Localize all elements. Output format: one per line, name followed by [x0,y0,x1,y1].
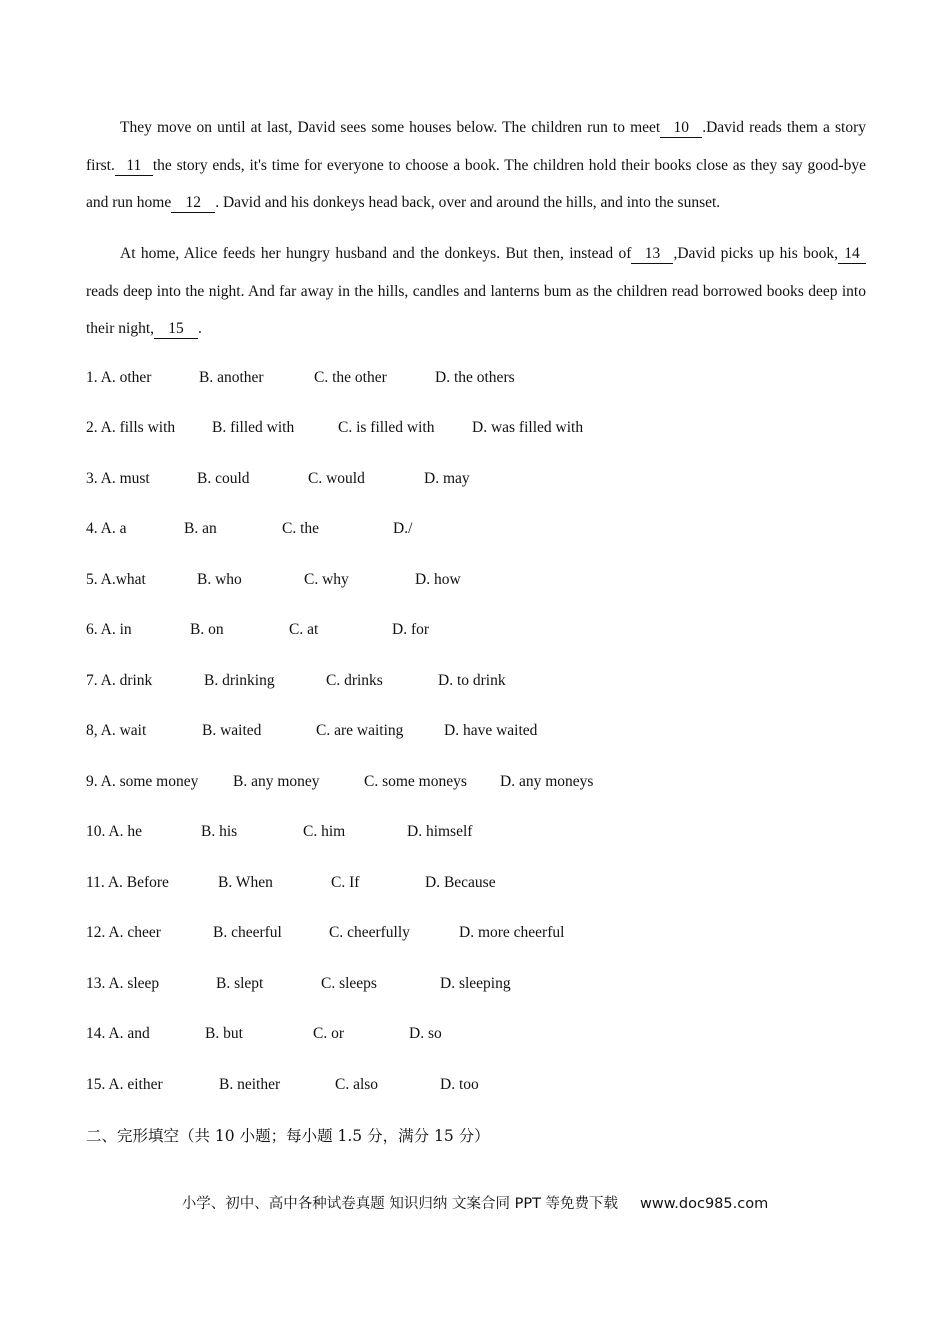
option-b: B. another [199,369,264,386]
passage-text: . David and his donkeys head back, over and around the hills, and into the sunset. [215,194,721,211]
option-a: 8, A. wait [86,722,147,739]
option-c: C. is filled with [338,419,435,436]
option-a: 12. A. cheer [86,924,161,941]
option-b: B. an [184,520,217,537]
option-b: B. When [218,874,273,891]
passage-text: reads deep into the night. And far away in the hills, candles and lanterns bum as the children read borrowed books deep into their night, [86,282,866,337]
option-d: D. to drink [438,672,506,689]
option-a: 15. A. either [86,1076,163,1093]
option-c: C. the [282,520,320,537]
option-b: B. but [205,1025,243,1042]
passage-text: They move on until at last, David sees some houses below. The children run to meet [120,119,661,136]
option-d: D. was filled with [472,419,584,436]
option-d: D. so [409,1025,442,1042]
option-a: 2. A. fills with [86,419,176,436]
option-a: 1. A. other [86,369,152,386]
option-d: D. too [440,1076,479,1093]
option-b: B. cheerful [213,924,282,941]
option-b: B. any money [233,773,320,790]
footer-text: 小学、初中、高中各种试卷真题 知识归纳 文案合同 PPT 等免费下载 [181,1196,619,1212]
option-b: B. waited [202,722,262,739]
option-c: C. drinks [326,672,383,689]
option-c: C. also [335,1076,379,1093]
option-a: 14. A. and [86,1025,150,1042]
option-a: 4. A. a [86,520,127,537]
option-d: D. sleeping [440,975,511,992]
option-b: B. slept [216,975,264,992]
option-d: D. more cheerful [459,924,565,941]
option-c: C. at [289,621,319,638]
option-b: B. drinking [204,672,275,689]
option-d: D. any moneys [500,773,594,790]
option-b: B. neither [219,1076,281,1093]
option-b: B. could [197,470,250,487]
passage-text: At home, Alice feeds her hungry husband and the donkeys. But then, instead of [120,245,632,262]
blank-14: 14 [838,245,866,264]
option-c: C. If [331,874,360,891]
option-a: 7. A. drink [86,672,153,689]
option-b: B. his [201,823,238,840]
option-a: 3. A. must [86,470,150,487]
option-d: D. Because [425,874,496,891]
option-d: D. for [392,621,430,638]
passage-text: .David reads them a story first. [86,119,866,174]
option-a: 6. A. in [86,621,132,638]
option-a: 13. A. sleep [86,975,160,992]
option-a: 9. A. some money [86,773,199,790]
option-c: C. or [313,1025,344,1042]
option-b: B. who [197,571,242,588]
option-c: C. cheerfully [329,924,410,941]
blank-12: 12 [171,194,215,213]
section-heading: 二、完形填空（共 10 小题；每小题 1.5 分，满分 15 分） [86,1127,490,1145]
blank-13: 13 [631,245,673,264]
footer-link[interactable]: www.doc985.com [640,1196,769,1212]
option-c: C. why [304,571,349,588]
option-c: C. him [303,823,346,840]
option-a: 11. A. Before [86,874,169,891]
option-c: C. sleeps [321,975,377,992]
option-c: C. some moneys [364,773,467,790]
passage-paragraph-2 [86,235,866,348]
passage-text: . [198,320,202,337]
option-a: 5. A.what [86,571,146,588]
option-a: 10. A. he [86,823,142,840]
passage-paragraph-1 [86,109,866,222]
blank-11: 11 [115,157,153,176]
option-c: C. would [308,470,365,487]
page-footer [0,1193,950,1215]
option-d: D. the others [435,369,515,386]
option-b: B. on [190,621,224,638]
passage-text: the story ends, it's time for everyone to choose a book. The children hold their books close as they say good-bye and run home [86,156,866,211]
option-d: D. how [415,571,461,588]
option-d: D. himself [407,823,473,840]
passage-text: ,David picks up his book, [673,245,838,262]
option-d: D. have waited [444,722,538,739]
option-c: C. the other [314,369,387,386]
option-d: D./ [393,520,413,537]
option-b: B. filled with [212,419,295,436]
blank-10: 10 [660,119,702,138]
option-d: D. may [424,470,470,487]
blank-15: 15 [154,320,198,339]
option-c: C. are waiting [316,722,404,739]
